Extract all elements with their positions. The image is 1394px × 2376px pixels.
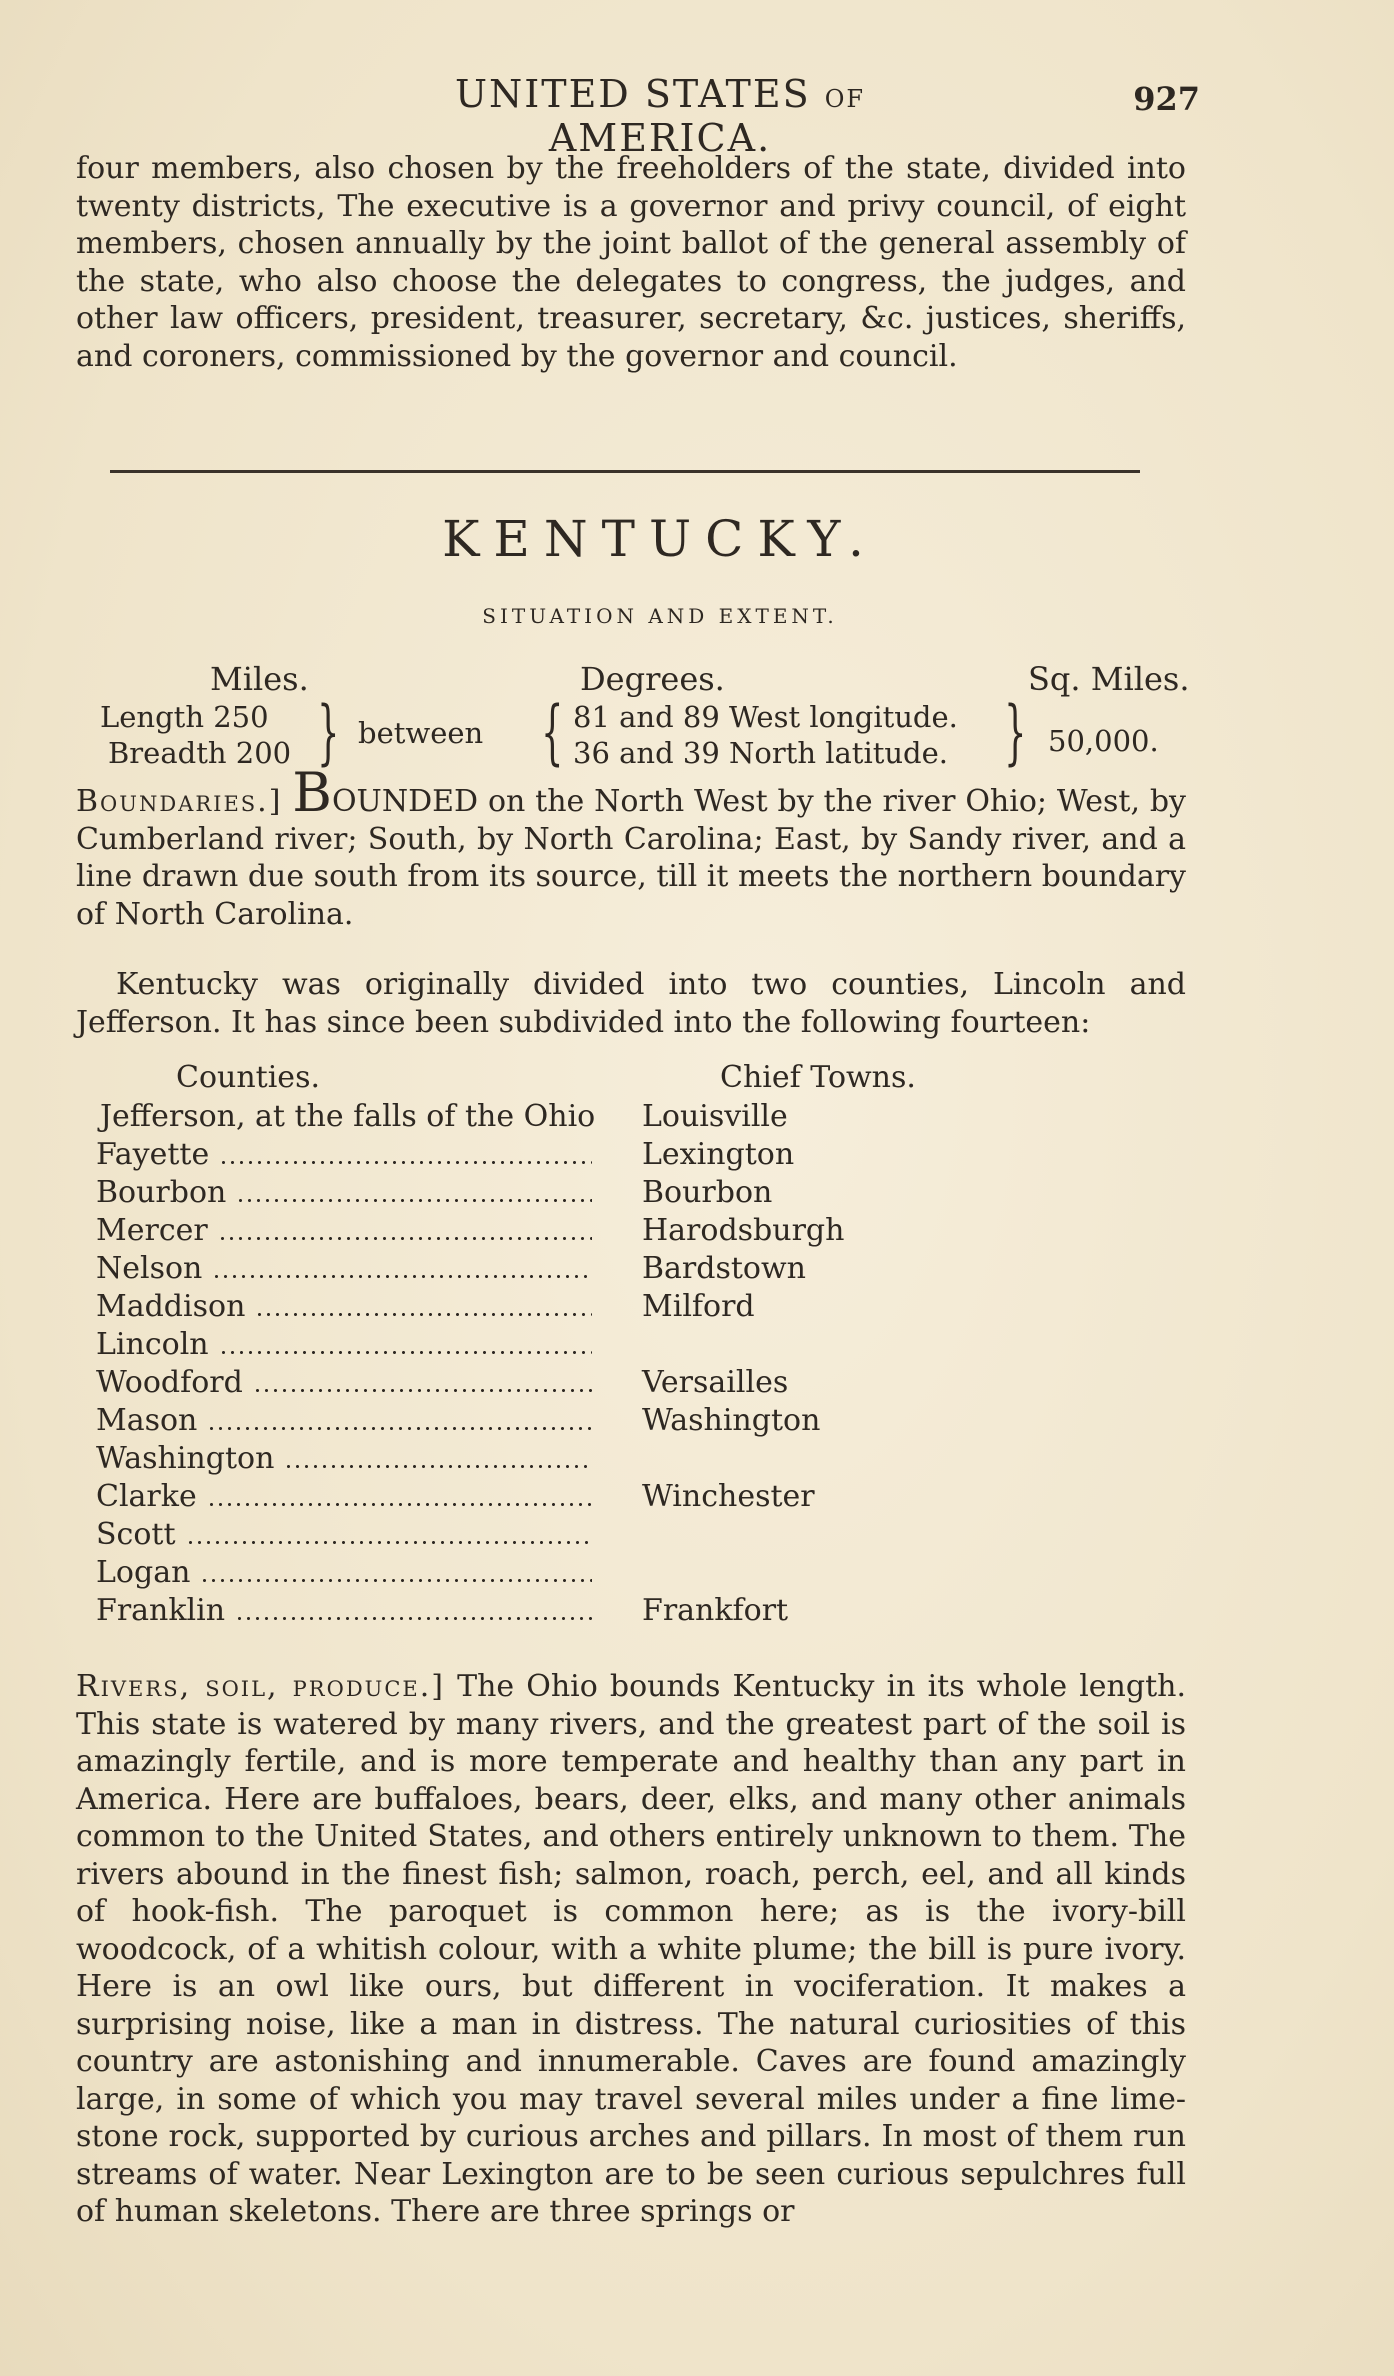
drop-cap: B	[292, 761, 332, 824]
boundaries-text: on the North West by the river Ohio; West, by Cumberland river; South, by North Carolina; East, by Sandy river, and a line drawn due south from its source, till it meets the northern boundary of North Carolina.	[76, 784, 1186, 932]
chief-town: Frankfort	[642, 1593, 789, 1628]
chief-town: Bourbon	[642, 1175, 773, 1210]
table-row	[96, 1517, 896, 1555]
dot-leader	[284, 1465, 592, 1468]
section-title: KENTUCKY.	[442, 510, 878, 568]
right-brace-2: }	[1004, 691, 1027, 773]
table-row	[96, 1403, 896, 1441]
county-name: Woodford	[96, 1365, 243, 1400]
left-brace: {	[541, 691, 564, 773]
dot-leader	[236, 1199, 592, 1202]
chief-town: Louisville	[642, 1099, 788, 1134]
sq-miles-header: Sq. Miles.	[1028, 660, 1190, 698]
table-row	[96, 1137, 896, 1175]
county-name: Nelson	[96, 1251, 203, 1286]
table-row	[96, 1327, 896, 1365]
table-row	[96, 1213, 896, 1251]
table-row	[96, 1251, 896, 1289]
right-brace-1: }	[317, 691, 340, 773]
dot-leader	[219, 1351, 592, 1354]
running-head	[340, 72, 980, 160]
dot-leader	[253, 1389, 592, 1392]
section-divider	[110, 470, 1140, 473]
boundaries-lead-word: OUNDED	[331, 784, 479, 819]
table-row	[96, 1099, 896, 1137]
county-name: Maddison	[96, 1289, 246, 1324]
chief-town: Harodsburgh	[642, 1213, 845, 1248]
section-subtitle: SITUATION AND EXTENT.	[482, 604, 838, 628]
dot-leader	[235, 1617, 592, 1620]
dot-leader	[255, 1313, 592, 1316]
dot-leader	[200, 1579, 592, 1582]
county-name: Mason	[96, 1403, 198, 1438]
counties-intro-paragraph: Kentucky was originally divided into two counties, Lincoln and Jefferson. It has since been subdivided into the following fourteen:	[76, 967, 1186, 1040]
table-row	[96, 1175, 896, 1213]
county-name: Fayette	[96, 1137, 210, 1172]
rivers-paragraph	[76, 1668, 1186, 2231]
county-name: Washington	[96, 1441, 275, 1476]
table-row	[96, 1289, 896, 1327]
table-row	[96, 1593, 896, 1631]
county-name: Bourbon	[96, 1175, 227, 1210]
chief-town: Lexington	[642, 1137, 795, 1172]
between-label: between	[358, 716, 484, 750]
county-name: Clarke	[96, 1479, 197, 1514]
county-name: Franklin	[96, 1593, 226, 1628]
dot-leader	[207, 1427, 592, 1430]
county-name: Lincoln	[96, 1327, 209, 1362]
boundaries-heading: Boundaries.]	[76, 784, 283, 819]
county-name: Scott	[96, 1517, 176, 1552]
table-row	[96, 1441, 896, 1479]
intro-paragraph: four members, also chosen by the freeholders of the state, divided into twenty districts, The executive is a governor and privy council, of eight members, chosen annually by the joint ballot of the general assembly of the state, who also choose the delegates to congress, the judges, and other law officers, president, treasurer, secretary, &c. justices, sheriffs, and coroners, commissioned by the governor and council.	[76, 151, 1186, 374]
dot-leader	[212, 1275, 592, 1278]
counties-column-header: Counties.	[176, 1060, 320, 1095]
breadth-value: Breadth 200	[108, 736, 292, 770]
dot-leader	[186, 1541, 592, 1544]
chief-town: Washington	[642, 1403, 821, 1438]
rivers-heading: Rivers, soil, produce.]	[76, 1669, 445, 1704]
length-value: Length 250	[100, 700, 269, 734]
longitude-value: 81 and 89 West longitude.	[573, 700, 958, 734]
page-number: 927	[1133, 80, 1200, 118]
running-title-of: OF	[824, 85, 866, 113]
county-name: Logan	[96, 1555, 191, 1590]
chief-town: Winchester	[642, 1479, 815, 1514]
running-title-1: UNITED STATES	[454, 72, 811, 116]
sq-miles-value: 50,000.	[1048, 724, 1159, 758]
latitude-value: 36 and 39 North latitude.	[573, 736, 949, 770]
table-row	[96, 1365, 896, 1403]
boundaries-paragraph	[76, 761, 1186, 933]
chief-town: Versailles	[642, 1365, 789, 1400]
running-title-2: AMERICA.	[548, 116, 772, 160]
towns-column-header: Chief Towns.	[720, 1060, 916, 1095]
dot-leader	[219, 1161, 592, 1164]
table-row	[96, 1479, 896, 1517]
county-name: Mercer	[96, 1213, 208, 1248]
dot-leader	[207, 1503, 592, 1506]
miles-header: Miles.	[210, 660, 309, 698]
chief-town: Milford	[642, 1289, 755, 1324]
rivers-text: The Ohio bounds Kentucky in its whole length. This state is watered by many rivers, and the greatest part of the soil is amazingly fertile, and is more temperate and healthy than any part in America. Here are buffaloes, bears, deer, elks, and many other animals common to the United States, and others entirely unknown to them. The rivers abound in the finest fish; salmon, roach, perch, eel, and all kinds of hook-fish. The paroquet is common here; as is the ivory-bill woodcock, of a whitish colour, with a white plume; the bill is pure ivory. Here is an owl like ours, but different in vociferation. It makes a surprising noise, like a man in distress. The natural curiosities of this country are astonishing and innumerable. Caves are found amazingly large, in some of which you may travel several miles under a fine lime-stone rock, supported by curious arches and pillars. In most of them run streams of water. Near Lexington are to be seen curious sepulchres full of human skeletons. There are three springs or	[76, 1669, 1186, 2229]
table-row	[96, 1555, 896, 1593]
county-name: Jefferson, at the falls of the Ohio	[100, 1099, 596, 1134]
dot-leader	[218, 1237, 592, 1240]
chief-town: Bardstown	[642, 1251, 806, 1286]
degrees-header: Degrees.	[580, 660, 725, 698]
